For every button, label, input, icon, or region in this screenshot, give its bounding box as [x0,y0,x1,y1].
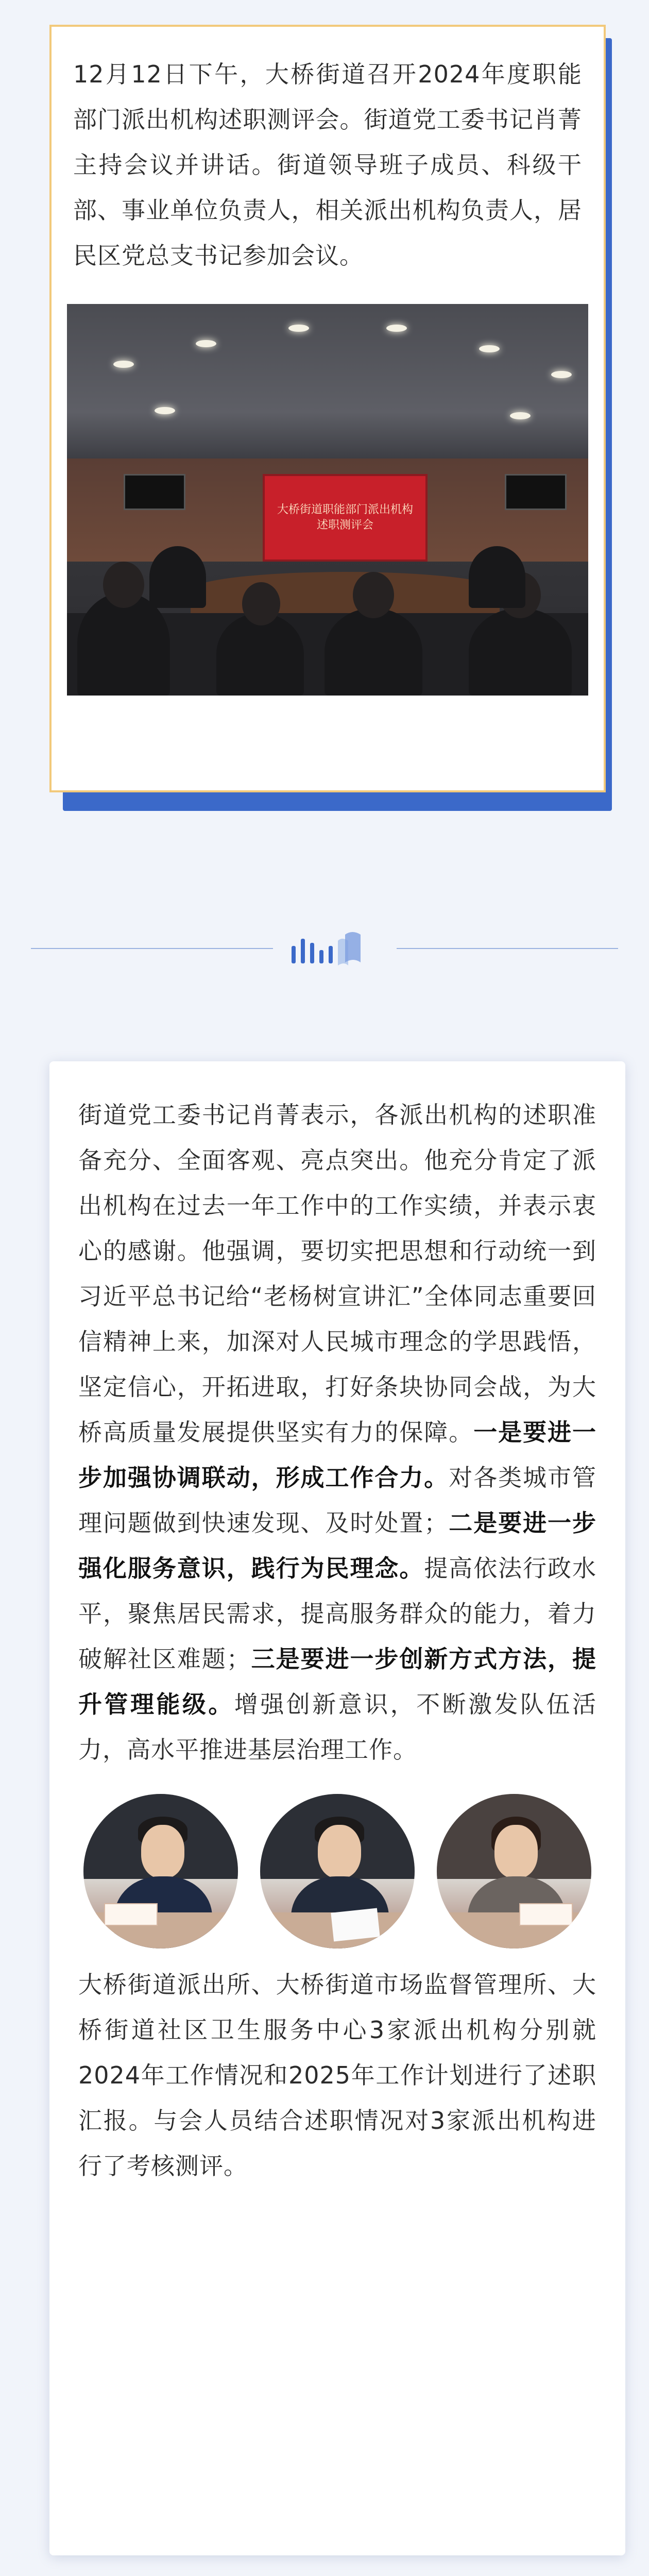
ceiling-light [155,407,175,414]
article-paragraph-1 [78,1092,596,1772]
attendee-silhouette [149,546,206,608]
speaker-portrait-market [260,1794,415,1948]
attendee-head [353,572,394,618]
attendee-head [103,562,144,608]
article-text: 增强创新意识，不断激发队伍活力，高水平推进基层治理工作。 [78,1690,597,1764]
article-text: 对各类城市管理问题做到快速发现、及时处置； [78,1464,597,1537]
article-text: 提高依法行政水平，聚焦居民需求，提高服务群众的能力，着力破解社区难题； [78,1554,597,1673]
speaker-portraits [83,1794,591,1948]
wall-tv [505,474,567,510]
divider-line-left [31,948,273,949]
divider-line-right [397,948,618,949]
key-point-3: 三是要进一步创新方式方法，提升管理能级。 [78,1645,597,1718]
intro-paragraph: 12月12日下午，大桥街道召开2024年度职能部门派出机构述职测评会。街道党工委书记肖菁主持会议并讲话。街道领导班子成员、科级干部、事业单位负责人，相关派出机构负责人，居民区党总支书记参加会议。 [73,60,582,269]
section-divider [31,917,618,979]
ceiling-light [288,325,309,332]
ceiling-light [113,361,134,368]
meeting-banner-screen [263,474,428,562]
portrait-nameplate [519,1903,573,1926]
audio-bars-icon [288,925,381,972]
meeting-photo [67,304,588,696]
attendee-head [242,582,280,625]
portrait-paper [331,1908,380,1941]
attendee-silhouette [77,592,170,696]
article-card [49,1061,625,2555]
attendee-silhouette [469,608,572,696]
attendee-silhouette [324,608,422,696]
ceiling-light [479,345,500,352]
key-point-1: 一是要进一步加强协调联动，形成工作合力。 [78,1418,597,1492]
meeting-photo-ceiling [67,304,588,459]
portrait-face [318,1825,361,1878]
article-text: 街道党工委书记肖菁表示，各派出机构的述职准备充分、全面客观、亮点突出。他充分肯定了派出机构在过去一年工作中的工作实绩，并表示衷心的感谢。他强调，要切实把思想和行动统一到习近平总书记给“老杨树宣讲汇”全体同志重要回信精神上来，加深对人民城市理念的学思践悟，坚定信心，开拓进取，打好条块协同会战，为大桥高质量发展提供坚实有力的保障。 [78,1101,596,1446]
portrait-nameplate [104,1903,158,1926]
speaker-portrait-health [437,1794,591,1948]
attendee-silhouette [469,546,525,608]
ceiling-light [510,412,531,419]
ceiling-light [196,340,216,347]
screen-title-line-1: 大桥街道职能部门派出机构 [277,503,413,516]
ceiling-light [551,371,572,378]
speaker-portrait-police [83,1794,238,1948]
intro-card-wrapper [49,25,606,804]
portrait-face [141,1825,184,1878]
screen-title-line-2: 述职测评会 [316,519,373,532]
intro-card [49,25,606,792]
attendee-silhouette [216,613,304,696]
portrait-face [494,1825,538,1878]
article-paragraph-2: 大桥街道派出所、大桥街道市场监督管理所、大桥街道社区卫生服务中心3家派出机构分别就2024年工作情况和2025年工作计划进行了述职汇报。与会人员结合述职情况对3家派出机构进行了考核测评。 [78,1971,596,2180]
ceiling-light [386,325,407,332]
key-point-2: 二是要进一步强化服务意识，践行为民理念。 [78,1509,597,1582]
wall-tv [124,474,185,510]
